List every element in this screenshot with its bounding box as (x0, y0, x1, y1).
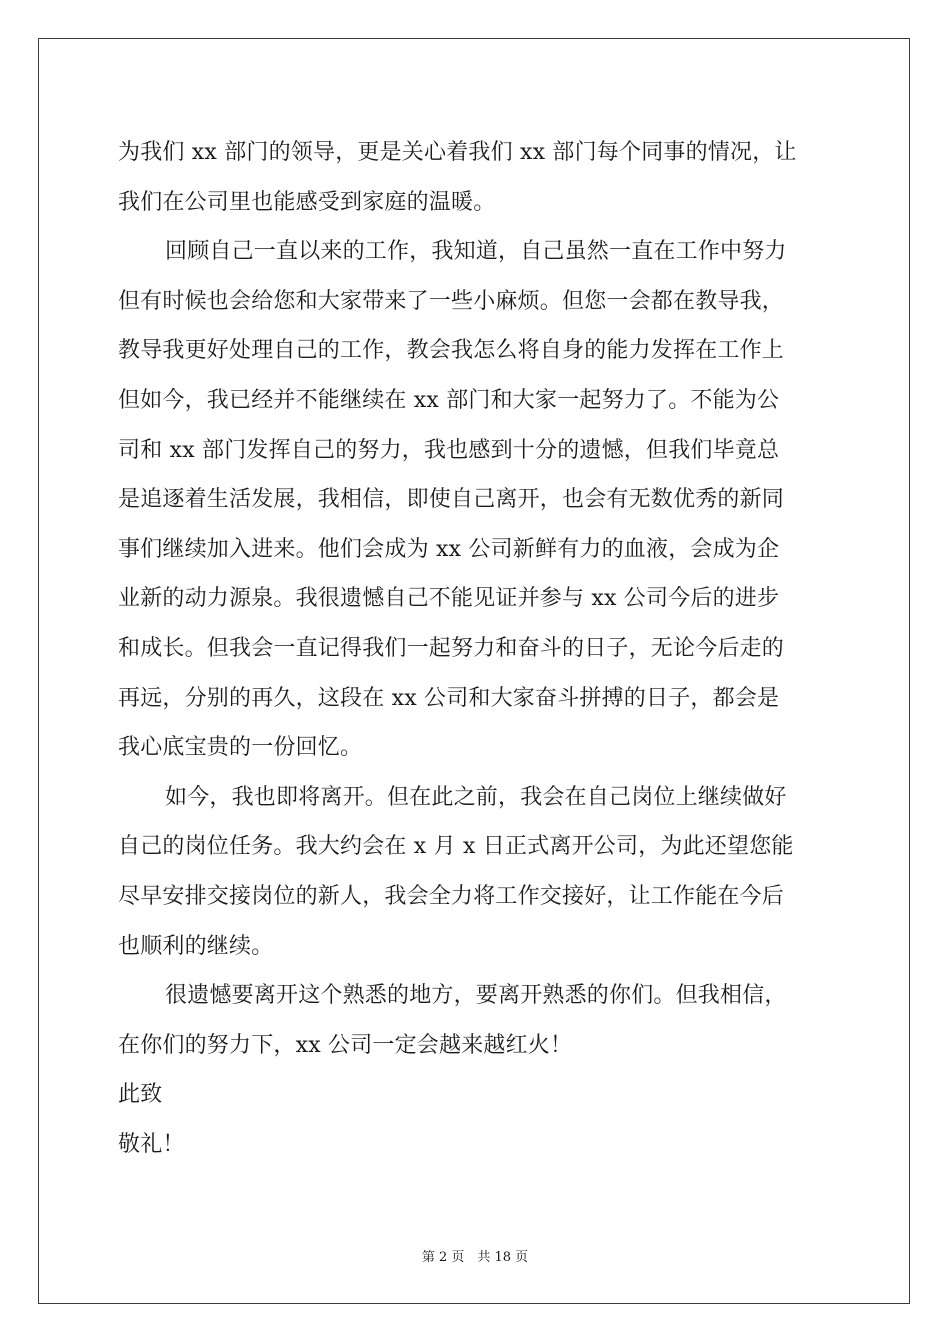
text-line: 再远，分别的再久，这段在 xx 公司和大家奋斗拼搏的日子，都会是 (118, 685, 780, 711)
text-line: 自己的岗位任务。我大约会在 x 月 x 日正式离开公司，为此还望您能 (118, 834, 794, 860)
paragraph-start-line: 如今，我也即将离开。但在此之前，我会在自己岗位上继续做好 (165, 784, 787, 810)
text-line: 也顺利的继续。 (118, 933, 274, 959)
paragraph-start-line: 很遗憾要离开这个熟悉的地方，要离开熟悉的你们。但我相信， (165, 983, 787, 1009)
text-line: 为我们 xx 部门的领导，更是关心着我们 xx 部门每个同事的情况，让 (118, 140, 797, 165)
closing-regards: 敬礼！ (118, 1131, 185, 1157)
text-line: 业新的动力源泉。我很遗憾自己不能见证并参与 xx 公司今后的进步 (118, 586, 780, 612)
text-line: 事们继续加入进来。他们会成为 xx 公司新鲜有力的血液，会成为企 (118, 536, 780, 562)
text-line: 尽早安排交接岗位的新人，我会全力将工作交接好，让工作能在今后 (118, 883, 785, 909)
page-number: 第 2 页 共 18 页 (421, 1250, 529, 1265)
text-line: 教导我更好处理自己的工作，教会我怎么将自身的能力发挥在工作上 (118, 338, 785, 364)
text-line: 在你们的努力下，xx 公司一定会越来越红火！ (118, 1032, 573, 1058)
text-line: 是追逐着生活发展，我相信，即使自己离开，也会有无数优秀的新同 (118, 487, 785, 513)
text-line: 但有时候也会给您和大家带来了一些小麻烦。但您一会都在教导我， (118, 288, 785, 314)
text-line: 司和 xx 部门发挥自己的努力，我也感到十分的遗憾，但我们毕竟总 (118, 437, 780, 463)
paragraph-start-line: 回顾自己一直以来的工作，我知道，自己虽然一直在工作中努力 (165, 239, 787, 265)
text-line: 和成长。但我会一直记得我们一起努力和奋斗的日子，无论今后走的 (118, 635, 785, 661)
text-line: 我心底宝贵的一份回忆。 (118, 735, 363, 761)
text-line: 我们在公司里也能感受到家庭的温暖。 (118, 189, 496, 215)
letter-body (118, 128, 838, 1169)
closing-salutation: 此致 (118, 1082, 163, 1108)
text-line: 但如今，我已经并不能继续在 xx 部门和大家一起努力了。不能为公 (118, 387, 780, 413)
